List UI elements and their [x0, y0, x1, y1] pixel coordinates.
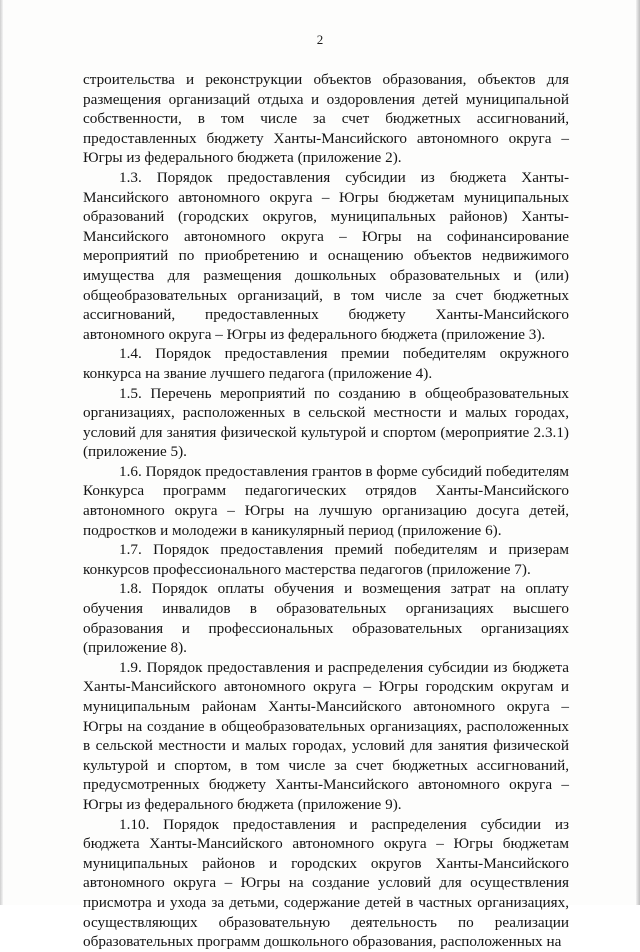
page-number: 2	[316, 32, 324, 47]
paragraph-1-3: 1.3. Порядок предоставления субсидии из бюджета Ханты-Мансийского автономного округа – Югры бюджетам муниципальных образований (городских округов, муниципальных районов) Ханты-Мансийского автономного округа – Югры на софинансирование мероприятий по приобретению и оснащению объектов недвижимого имущества для размещения дошкольных образовательных и (или) общеобразовательных организаций, в том числе за счет бюджетных ассигнований, предоставленных бюджету Ханты-Мансийского автономного округа – Югры из федерального бюджета (приложение 3).	[83, 168, 569, 343]
paragraph-1-6: 1.6. Порядок предоставления грантов в форме субсидий победителям Конкурса программ педагогических отрядов Ханты-Мансийского автономного округа – Югры на лучшую организацию досуга детей, подростков и молодежи в каникулярный период (приложение 6).	[83, 462, 569, 539]
paragraph-1-5: 1.5. Перечень мероприятий по созданию в общеобразовательных организациях, расположенных в сельской местности и малых городах, условий для занятия физической культурой и спортом (мероприятие 2.3.1) (приложение 5).	[83, 384, 569, 461]
scan-edge-left	[0, 0, 3, 905]
scan-edge-right	[636, 0, 640, 905]
document-body	[83, 70, 569, 952]
paragraph-continuation: строительства и реконструкции объектов образования, объектов для размещения организаций отдыха и оздоровления детей муниципальной собственности, в том числе за счет бюджетных ассигнований, предоставленных бюджету Ханты-Мансийского автономного округа – Югры из федерального бюджета (приложение 2).	[83, 71, 569, 167]
paragraph-1-9: 1.9. Порядок предоставления и распределения субсидии из бюджета Ханты-Мансийского автономного округа – Югры городским округам и муниципальным районам Ханты-Мансийского автономного округа – Югры на создание в общеобразовательных организациях, расположенных в сельской местности и малых городах, условий для занятия физической культурой и спортом, в том числе за счет бюджетных ассигнований, предусмотренных бюджету Ханты-Мансийского автономного округа – Югры из федерального бюджета (приложение 9).	[83, 658, 569, 813]
paragraph-1-4: 1.4. Порядок предоставления премии победителям окружного конкурса на звание лучшего педагога (приложение 4).	[83, 345, 569, 382]
paragraph-1-10: 1.10. Порядок предоставления и распределения субсидии из бюджета Ханты-Мансийского автономного округа – Югры бюджетам муниципальных районов и городских округов Ханты-Мансийского автономного округа – Югры на создание условий для осуществления присмотра и ухода за детьми, содержание детей в частных организациях, осуществляющих образовательную деятельность по реализации образовательных программ дошкольного образования, расположенных на	[83, 815, 569, 951]
paragraph-1-8: 1.8. Порядок оплаты обучения и возмещения затрат на оплату обучения инвалидов в образовательных организациях высшего образования и профессиональных образовательных организациях (приложение 8).	[83, 580, 569, 657]
paragraph-1-7: 1.7. Порядок предоставления премий победителям и призерам конкурсов профессионального мастерства педагогов (приложение 7).	[83, 541, 569, 578]
